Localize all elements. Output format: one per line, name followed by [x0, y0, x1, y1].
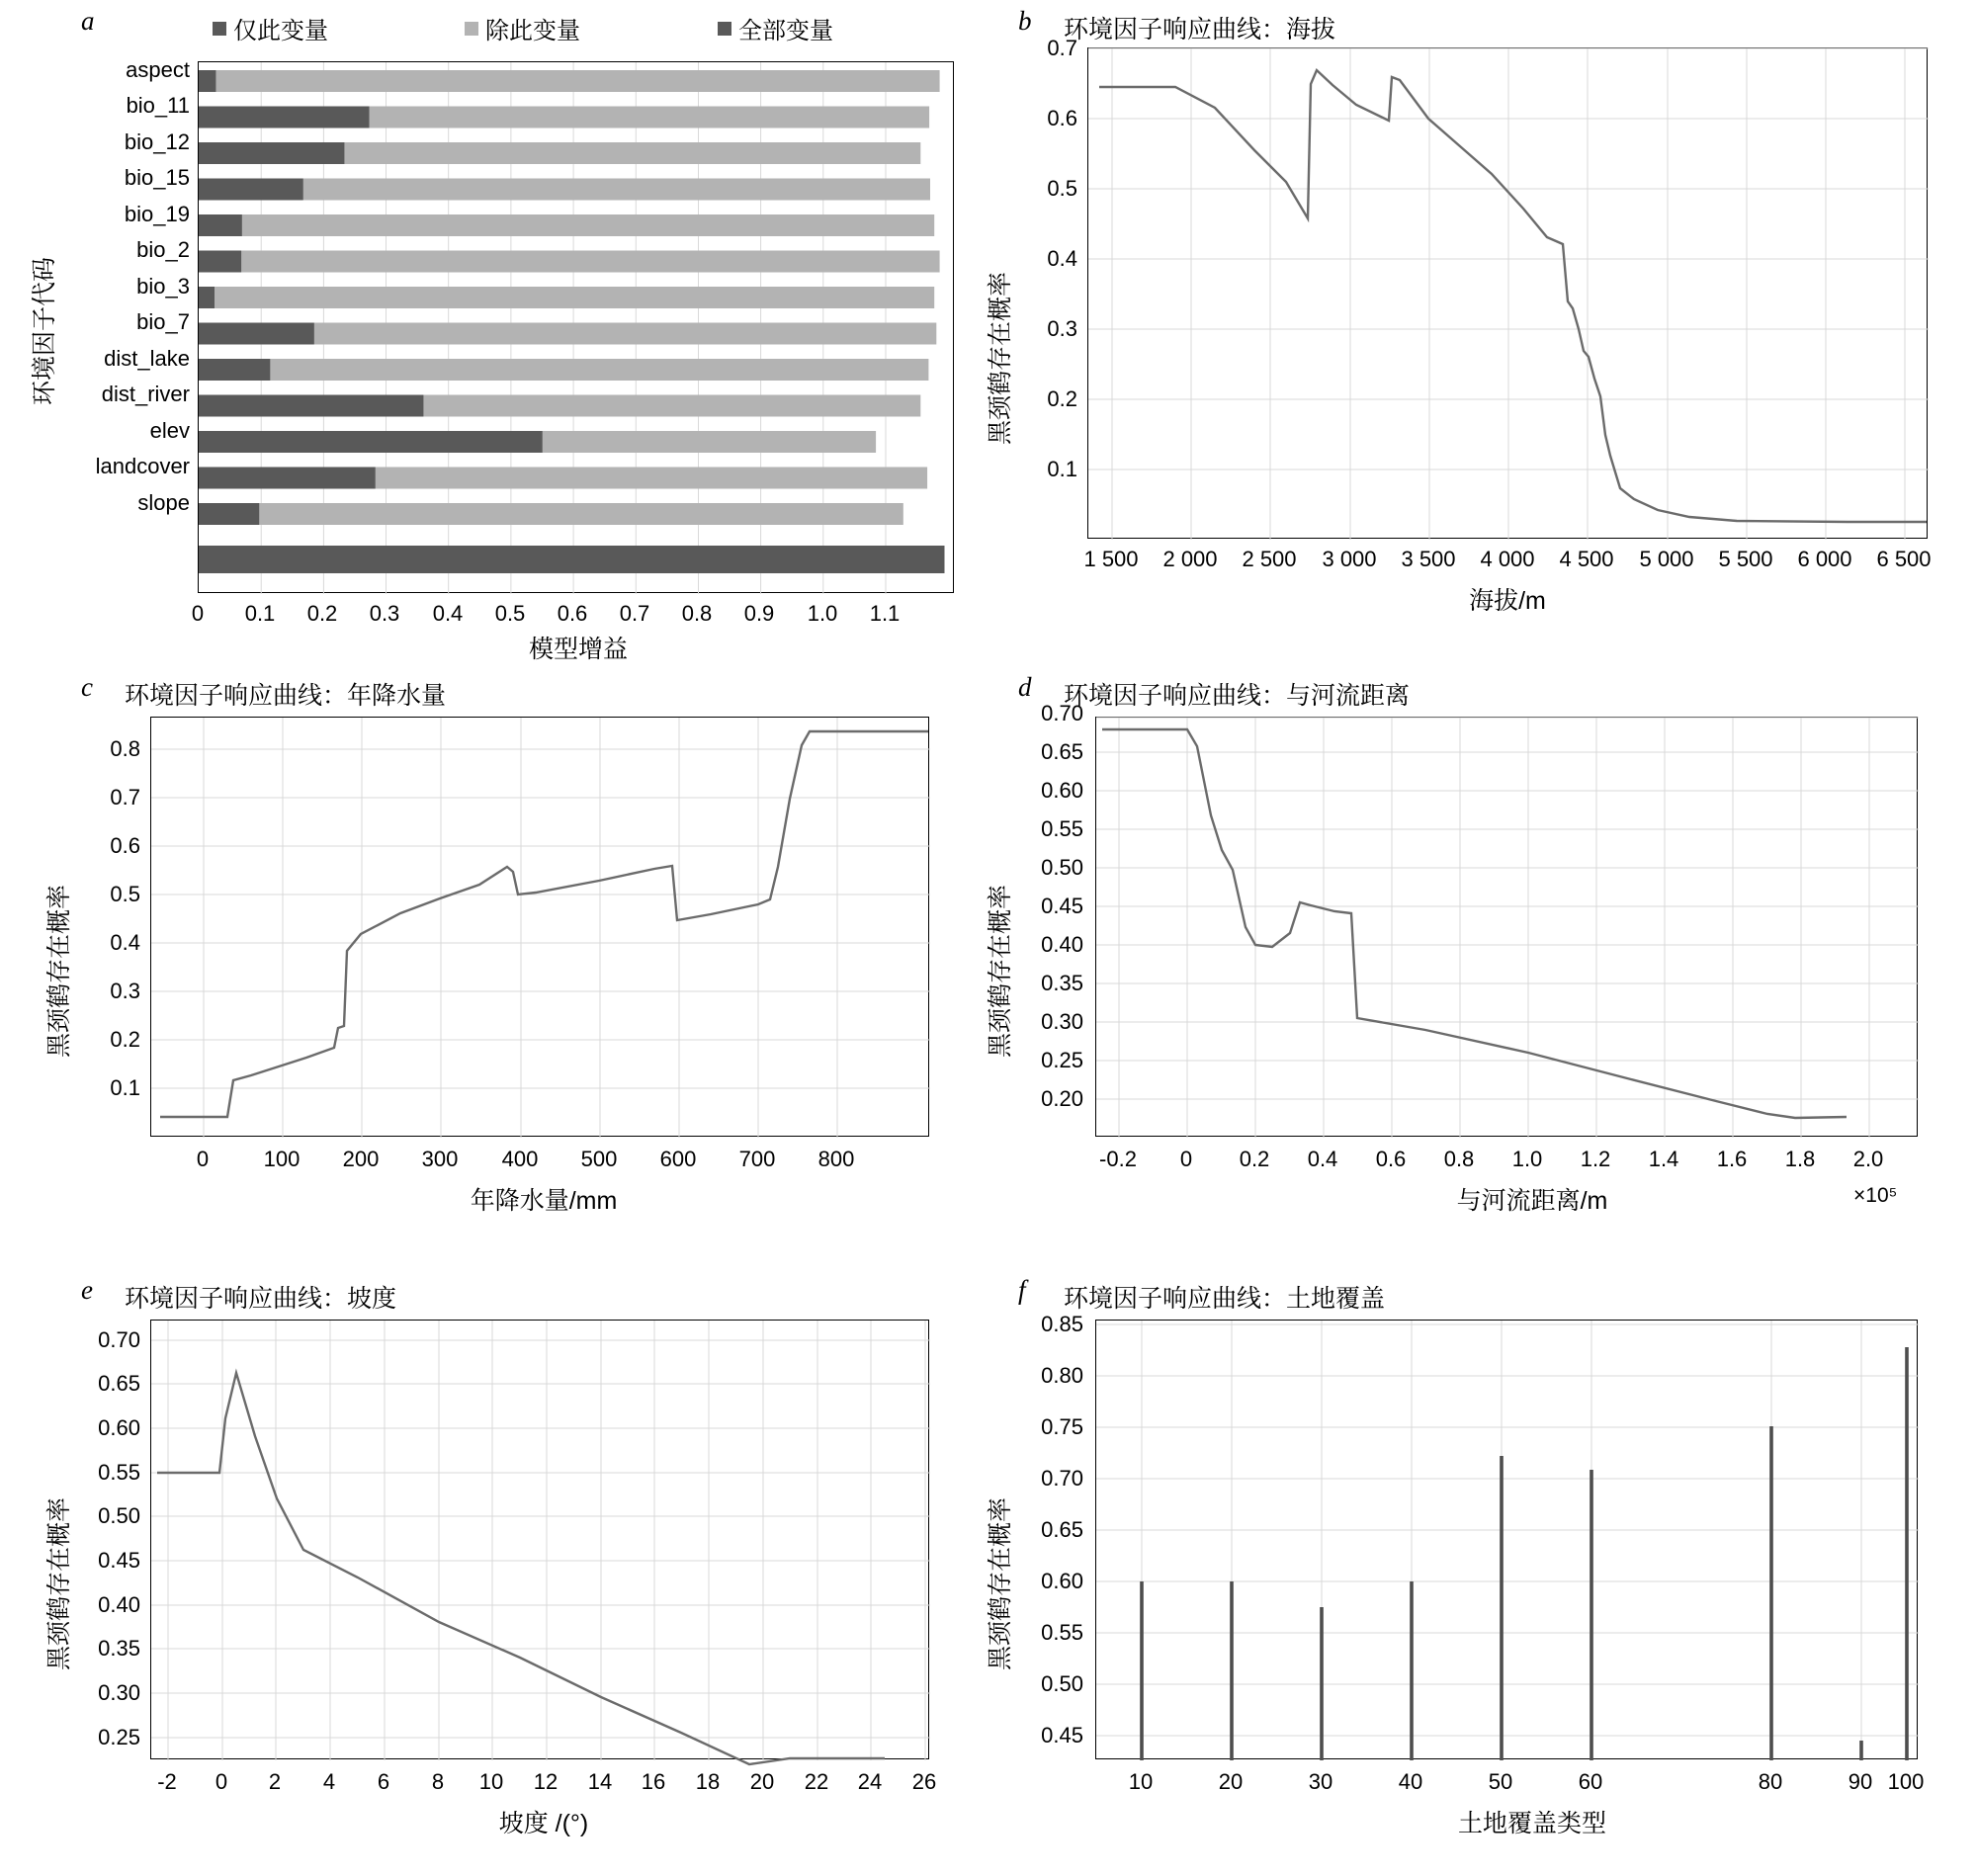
panel-e-xtick-1: 0: [215, 1769, 228, 1794]
panel-e-ytick-6: 0.55: [98, 1460, 140, 1485]
panel-e-ytick-0: 0.25: [98, 1725, 140, 1749]
cat-label-elev: elev: [149, 418, 190, 443]
panel-d-ylabel: 黑颈鹤存在概率: [987, 884, 1014, 1058]
panel-a-svg: [199, 62, 955, 594]
panel-e-ytick-9: 0.70: [98, 1327, 140, 1352]
panel-e-title: 环境因子响应曲线：坡度: [125, 1285, 397, 1313]
panel-b-xtick-2: 2 500: [1242, 547, 1297, 571]
panel-d-ytick-10: 0.70: [1041, 701, 1083, 725]
panel-c-xtick-4: 400: [501, 1147, 539, 1171]
panel-f-ytick-7: 0.80: [1041, 1363, 1083, 1388]
panel-f-xlabel: 土地覆盖类型: [1457, 1810, 1606, 1837]
panel-a-ylabel: 环境因子代码: [31, 256, 58, 405]
panel-c-ytick-5: 0.6: [110, 833, 140, 858]
panel-d-ytick-1: 0.25: [1041, 1048, 1083, 1072]
panel-d-ytick-9: 0.65: [1041, 739, 1083, 764]
panel-a-xtick-1: 0.1: [244, 601, 276, 626]
panel-d-xtick-1: 0: [1179, 1147, 1193, 1171]
panel-e-xtick-5: 8: [431, 1769, 445, 1794]
panel-e-ylabel: 黑颈鹤存在概率: [45, 1496, 73, 1670]
panel-d-ytick-8: 0.60: [1041, 778, 1083, 803]
panel-f-xtick-0: 10: [1128, 1769, 1154, 1794]
panel-b-xtick-3: 3 000: [1322, 547, 1377, 571]
panel-f: [988, 1265, 1977, 1876]
panel-d-xtick-0: -0.2: [1099, 1147, 1137, 1171]
panel-b-ytick-0: 0.1: [1047, 457, 1077, 481]
panel-f-svg: [1096, 1321, 1919, 1760]
panel-f-xtick-5: 60: [1578, 1769, 1603, 1794]
panel-e-ytick-5: 0.50: [98, 1503, 140, 1528]
panel-f-letter: f: [1018, 1275, 1026, 1305]
panel-d-ytick-6: 0.50: [1041, 855, 1083, 880]
panel-b-xtick-1: 2 000: [1162, 547, 1218, 571]
panel-f-ytick-1: 0.50: [1041, 1671, 1083, 1696]
legend-label-all: 全部变量: [738, 18, 833, 44]
panel-d-ytick-5: 0.45: [1041, 894, 1083, 918]
panel-b-xtick-4: 3 500: [1401, 547, 1456, 571]
panel-e-xtick-7: 12: [533, 1769, 559, 1794]
panel-f-title: 环境因子响应曲线：土地覆盖: [1064, 1285, 1386, 1313]
panel-a-xtick-4: 0.4: [432, 601, 464, 626]
panel-e-xlabel: 坡度 /(°): [498, 1810, 589, 1837]
panel-d-xtick-8: 1.4: [1648, 1147, 1679, 1171]
panel-c-ytick-7: 0.8: [110, 736, 140, 761]
panel-d-xtick-10: 1.8: [1784, 1147, 1816, 1171]
panel-e-xtick-0: -2: [157, 1769, 177, 1794]
legend-swatch-only: [213, 22, 226, 36]
panel-a-xtick-6: 0.6: [557, 601, 588, 626]
panel-f-ytick-0: 0.45: [1041, 1723, 1083, 1748]
panel-e-ytick-1: 0.30: [98, 1680, 140, 1705]
panel-c-xtick-0: 0: [196, 1147, 210, 1171]
panel-f-ytick-5: 0.70: [1041, 1466, 1083, 1491]
panel-d-letter: d: [1018, 672, 1032, 702]
panel-d-xtick-2: 0.2: [1239, 1147, 1270, 1171]
panel-d-x-exponent: ×10⁵: [1853, 1184, 1898, 1207]
panel-e-xtick-8: 14: [587, 1769, 613, 1794]
panel-c: [0, 662, 979, 1255]
panel-b-xtick-8: 5 500: [1718, 547, 1773, 571]
panel-c-plot: [150, 717, 929, 1137]
panel-e-ytick-4: 0.45: [98, 1548, 140, 1573]
panel-e-xtick-3: 4: [322, 1769, 336, 1794]
panel-b-ytick-5: 0.6: [1047, 106, 1077, 130]
panel-a: [0, 0, 979, 663]
panel-e-xtick-4: 6: [377, 1769, 390, 1794]
panel-d-xtick-6: 1.0: [1511, 1147, 1543, 1171]
panel-e-xtick-10: 18: [695, 1769, 721, 1794]
panel-b-ylabel: 黑颈鹤存在概率: [987, 271, 1014, 445]
panel-e-xtick-2: 2: [268, 1769, 282, 1794]
cat-label-dist_river: dist_river: [101, 382, 190, 406]
panel-f-bars: [1142, 1347, 1907, 1760]
cat-label-slope: slope: [137, 490, 190, 515]
panel-b-xtick-5: 4 000: [1480, 547, 1535, 571]
panel-b-xtick-6: 4 500: [1559, 547, 1614, 571]
panel-c-xtick-8: 800: [817, 1147, 855, 1171]
panel-e-plot: [150, 1320, 929, 1759]
cat-label-bio_2: bio_2: [136, 237, 190, 262]
panel-b-title: 环境因子响应曲线：海拔: [1064, 16, 1336, 43]
legend-swatch-all: [718, 22, 731, 36]
panel-d-ytick-4: 0.40: [1041, 932, 1083, 957]
panel-a-plot: [198, 61, 954, 593]
panel-b-xtick-0: 1 500: [1083, 547, 1139, 571]
panel-d-xtick-11: 2.0: [1852, 1147, 1884, 1171]
panel-c-xtick-7: 700: [738, 1147, 776, 1171]
panel-e: [0, 1265, 979, 1876]
panel-e-xtick-12: 22: [804, 1769, 829, 1794]
legend-swatch-without: [465, 22, 478, 36]
panel-c-ytick-6: 0.7: [110, 785, 140, 810]
panel-f-xtick-3: 40: [1398, 1769, 1423, 1794]
panel-f-xtick-8: 100: [1887, 1769, 1925, 1794]
panel-c-xtick-1: 100: [263, 1147, 301, 1171]
panel-c-letter: c: [81, 672, 93, 702]
cat-label-landcover: landcover: [95, 454, 190, 478]
panel-b-xlabel: 海拔/m: [1469, 587, 1546, 615]
cat-label-bio_11: bio_11: [126, 93, 190, 118]
panel-b-xtick-10: 6 500: [1876, 547, 1932, 571]
panel-f-xtick-1: 20: [1218, 1769, 1244, 1794]
panel-d-ytick-7: 0.55: [1041, 816, 1083, 841]
panel-d-svg: [1096, 718, 1919, 1138]
panel-e-xtick-14: 26: [911, 1769, 937, 1794]
cat-label-bio_3: bio_3: [136, 274, 190, 298]
cat-label-bio_15: bio_15: [124, 165, 190, 190]
cat-label-dist_lake: dist_lake: [104, 346, 190, 371]
panel-c-ytick-1: 0.2: [110, 1027, 140, 1052]
panel-a-xtick-9: 0.9: [743, 601, 775, 626]
panel-c-xtick-2: 200: [342, 1147, 380, 1171]
panel-e-xtick-6: 10: [478, 1769, 504, 1794]
panel-b-ytick-2: 0.3: [1047, 316, 1077, 341]
panel-d-ytick-0: 0.20: [1041, 1086, 1083, 1111]
panel-e-xtick-11: 20: [749, 1769, 775, 1794]
panel-f-ytick-8: 0.85: [1041, 1312, 1083, 1336]
panel-d-xtick-3: 0.4: [1307, 1147, 1338, 1171]
panel-e-letter: e: [81, 1275, 93, 1305]
panel-c-ytick-0: 0.1: [110, 1075, 140, 1100]
legend-label-only: 仅此变量: [233, 18, 328, 44]
panel-a-xtick-7: 0.7: [619, 601, 650, 626]
panel-c-svg: [151, 718, 930, 1138]
panel-b-ytick-4: 0.5: [1047, 176, 1077, 201]
panel-a-xlabel: 模型增益: [528, 636, 628, 663]
panel-d-xtick-7: 1.2: [1580, 1147, 1611, 1171]
panel-b-letter: b: [1018, 6, 1032, 36]
panel-a-letter: a: [81, 6, 95, 36]
panel-d-plot: [1095, 717, 1918, 1137]
panel-c-xlabel: 年降水量/mm: [470, 1187, 618, 1215]
panel-c-xtick-3: 300: [421, 1147, 459, 1171]
panel-f-plot: [1095, 1320, 1918, 1759]
panel-e-xtick-13: 24: [857, 1769, 883, 1794]
panel-d-ytick-2: 0.30: [1041, 1009, 1083, 1034]
panel-b: [988, 0, 1977, 652]
panel-f-ytick-3: 0.60: [1041, 1569, 1083, 1593]
panel-b-ytick-1: 0.2: [1047, 386, 1077, 411]
panel-a-xtick-11: 1.1: [869, 601, 901, 626]
panel-f-xtick-7: 90: [1848, 1769, 1873, 1794]
panel-f-ylabel: 黑颈鹤存在概率: [987, 1496, 1014, 1670]
panel-d-xtick-5: 0.8: [1443, 1147, 1475, 1171]
cat-label-bio_19: bio_19: [124, 202, 190, 226]
panel-b-ytick-3: 0.4: [1047, 246, 1077, 271]
panel-d-xtick-4: 0.6: [1375, 1147, 1407, 1171]
panel-b-ytick-6: 0.7: [1047, 36, 1077, 60]
panel-e-ytick-7: 0.60: [98, 1415, 140, 1440]
cat-label-aspect: aspect: [126, 57, 190, 82]
panel-d-title: 环境因子响应曲线：与河流距离: [1064, 682, 1411, 710]
cat-label-bio_12: bio_12: [124, 129, 190, 154]
panel-b-xtick-7: 5 000: [1639, 547, 1694, 571]
panel-c-ytick-3: 0.4: [110, 930, 140, 955]
panel-f-xtick-6: 80: [1758, 1769, 1783, 1794]
panel-a-xtick-8: 0.8: [681, 601, 713, 626]
panel-b-svg: [1088, 48, 1929, 540]
panel-a-xtick-3: 0.3: [369, 601, 400, 626]
panel-f-xtick-4: 50: [1488, 1769, 1513, 1794]
panel-d-ytick-3: 0.35: [1041, 971, 1083, 995]
panel-b-xtick-9: 6 000: [1797, 547, 1852, 571]
panel-e-xtick-9: 16: [641, 1769, 666, 1794]
panel-d-xtick-9: 1.6: [1716, 1147, 1748, 1171]
panel-f-ytick-2: 0.55: [1041, 1620, 1083, 1645]
panel-d-xlabel: 与河流距离/m: [1456, 1187, 1608, 1215]
panel-f-ytick-4: 0.65: [1041, 1517, 1083, 1542]
panel-c-xtick-6: 600: [659, 1147, 697, 1171]
panel-b-plot: [1087, 47, 1928, 539]
panel-f-xtick-2: 30: [1308, 1769, 1333, 1794]
legend-label-without: 除此变量: [485, 18, 580, 44]
panel-c-xtick-5: 500: [580, 1147, 618, 1171]
panel-a-xtick-10: 1.0: [807, 601, 838, 626]
panel-e-ytick-2: 0.35: [98, 1636, 140, 1661]
cat-label-bio_7: bio_7: [136, 309, 190, 334]
panel-a-xtick-0: 0: [191, 601, 205, 626]
panel-c-ytick-4: 0.5: [110, 882, 140, 906]
panel-e-ytick-3: 0.40: [98, 1592, 140, 1617]
panel-a-xtick-2: 0.2: [306, 601, 338, 626]
panel-c-ytick-2: 0.3: [110, 979, 140, 1003]
panel-f-ytick-6: 0.75: [1041, 1414, 1083, 1439]
panel-c-title: 环境因子响应曲线：年降水量: [125, 682, 447, 710]
panel-c-ylabel: 黑颈鹤存在概率: [45, 884, 73, 1058]
panel-e-svg: [151, 1321, 930, 1760]
panel-d: [988, 662, 1977, 1255]
panel-a-xtick-5: 0.5: [494, 601, 526, 626]
panel-e-ytick-8: 0.65: [98, 1371, 140, 1396]
